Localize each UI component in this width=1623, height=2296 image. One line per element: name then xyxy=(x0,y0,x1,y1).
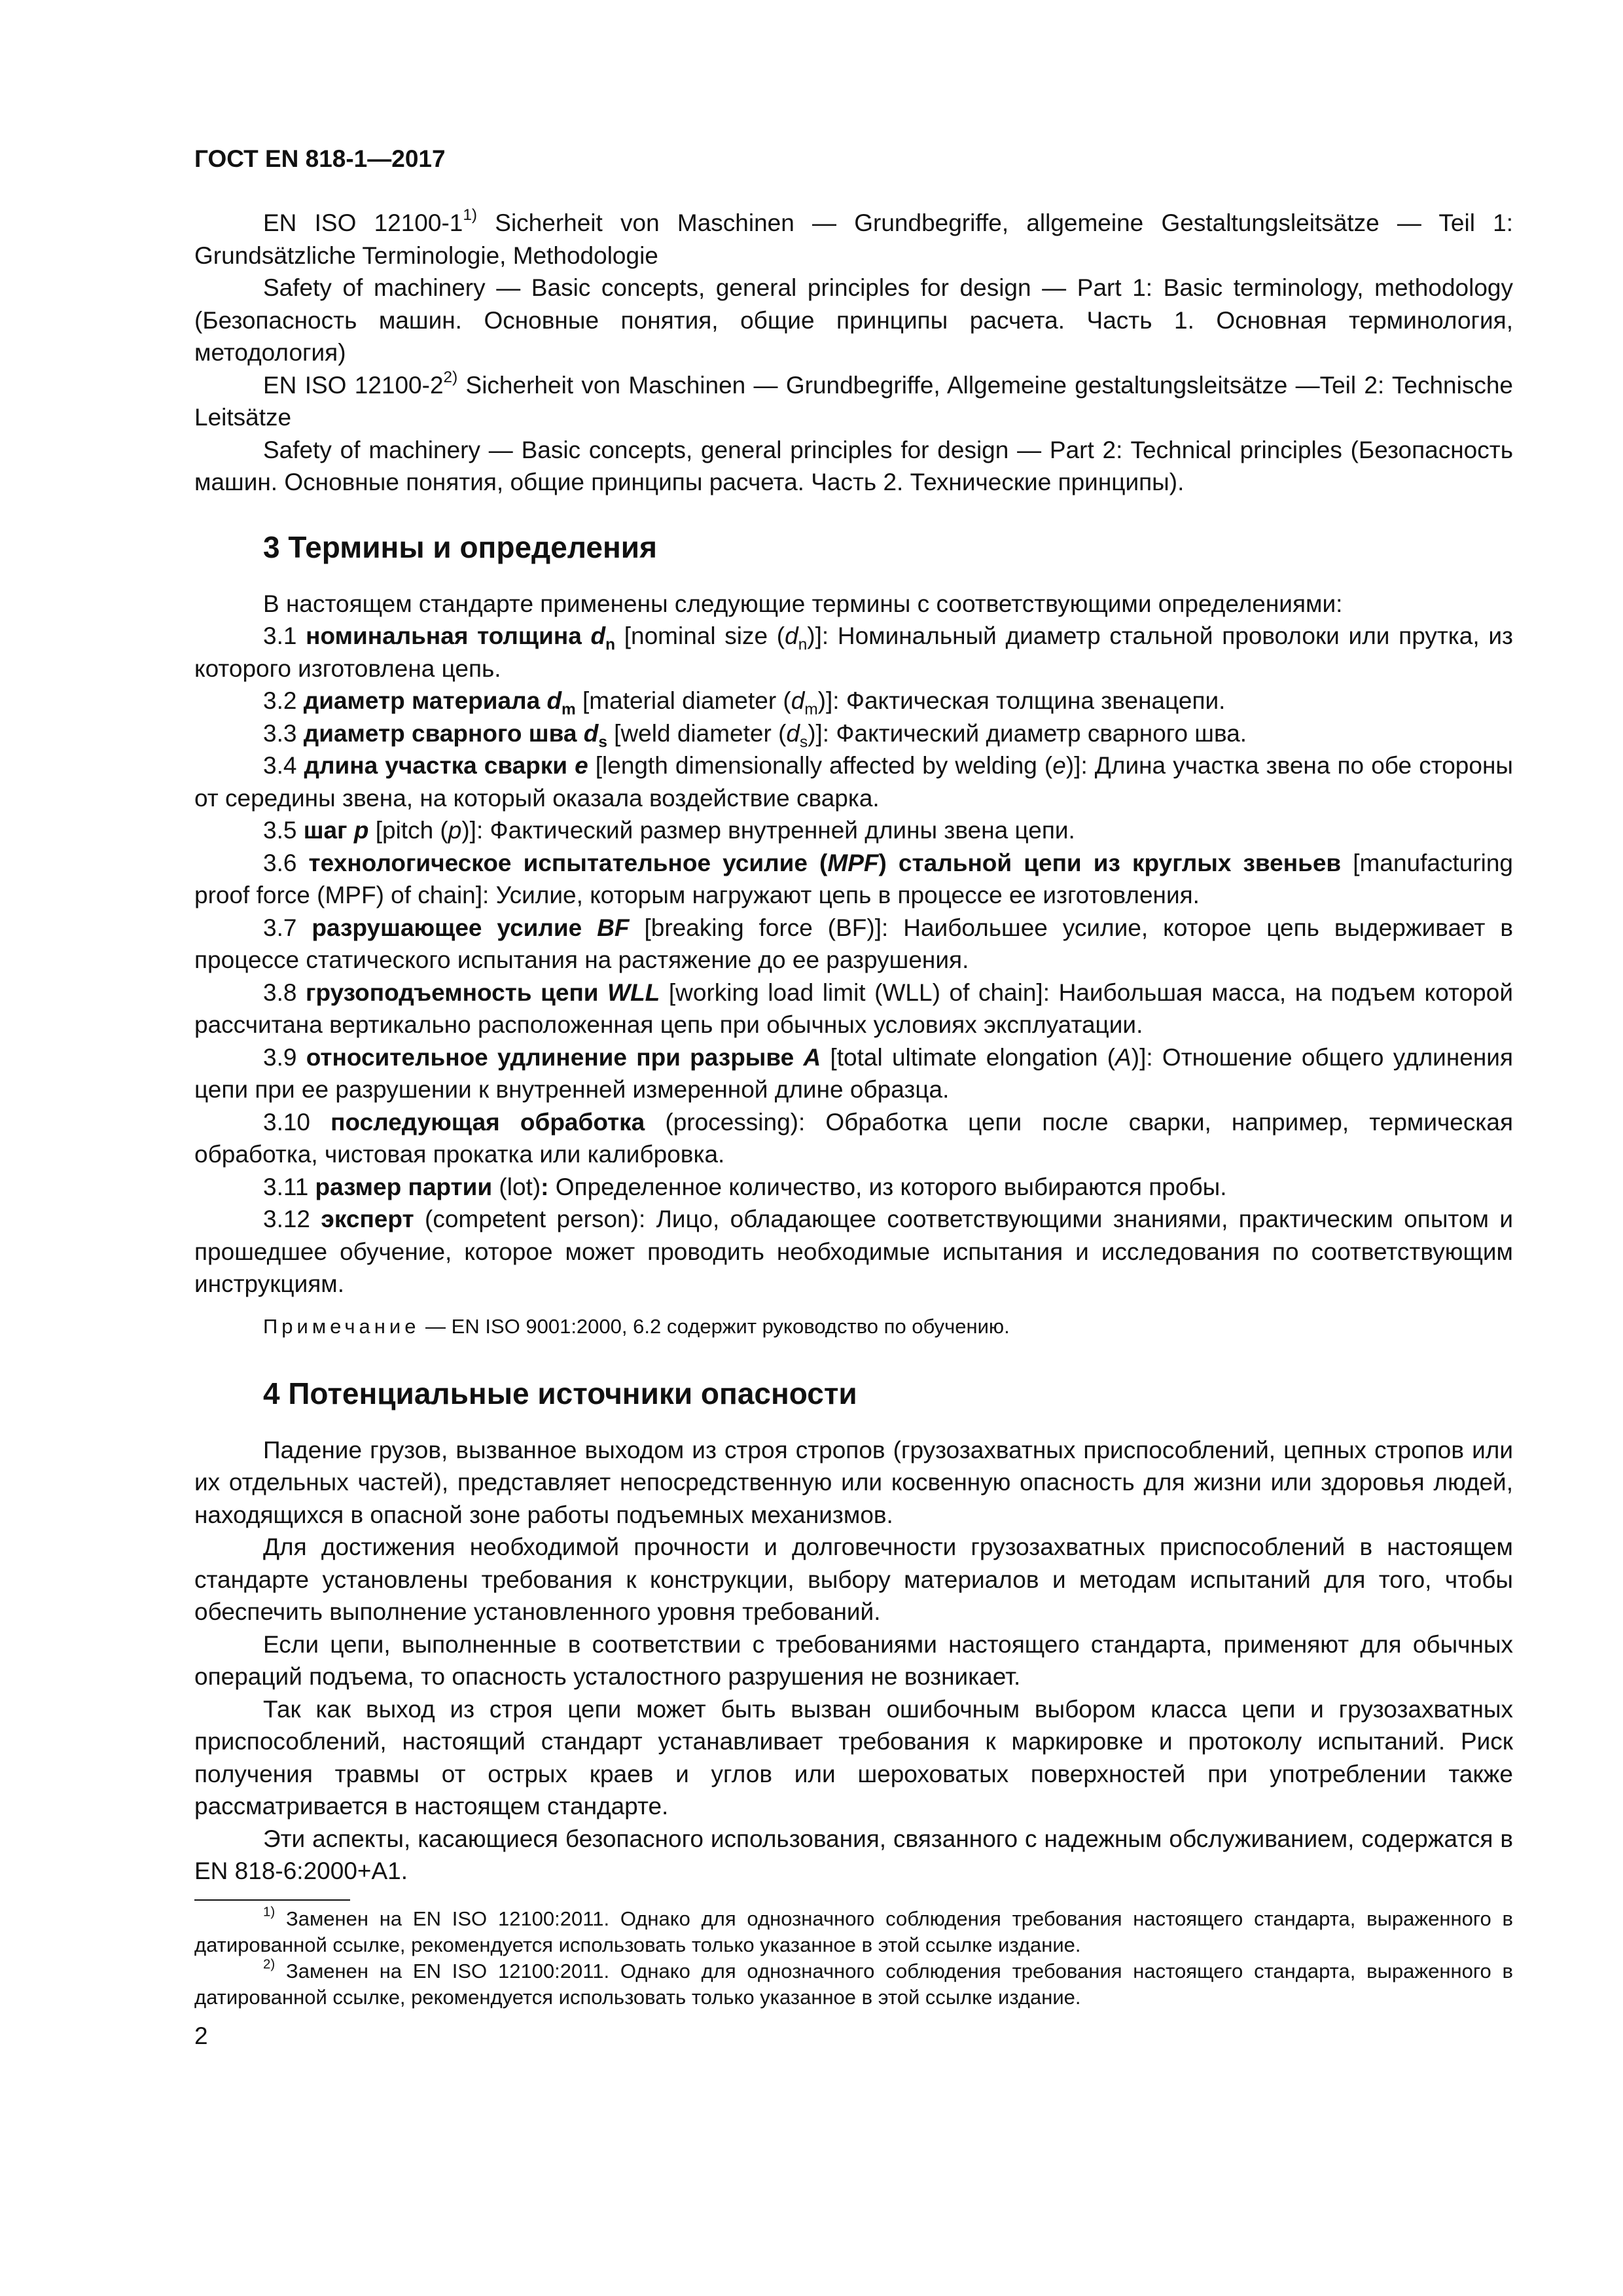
footnote-2: $^{2)}$ Заменен на EN ISO 12100:2011. Однако для однозначного соблюдения требования настоящего стандарта, выраженного в датированной ссылке, рекомендуется использовать только указанное в этой ссылке издание. xyxy=(194,1956,1513,2009)
term-3-11: 3.11 размер партии (lot): Определенное количество, из которого выбираются пробы. xyxy=(263,1173,1227,1200)
term-3-8: 3.8 грузоподъемность цепи WLL [working load limit (WLL) of chain]: Наибольшая масса, на подъем которой рассчитана вертикально расположенная цепь при обычных условиях эксплуатации. xyxy=(194,978,1513,1038)
footnote-separator xyxy=(194,1899,350,1901)
section-3-intro: В настоящем стандарте применены следующие термины с соответствующими определениями: xyxy=(263,590,1343,617)
term-3-5: 3.5 шаг p [pitch (p)]: Фактический размер внутренней длины звена цепи. xyxy=(263,817,1075,844)
section-3-note: Примечание — EN ISO 9001:2000, 6.2 содержит руководство по обучению. xyxy=(263,1314,1010,1338)
footnote-ref-2[interactable]: 2) xyxy=(443,368,458,386)
term-3-6: 3.6 технологическое испытательное усилие (MPF) стальной цепи из круглых звеньев [manufacturing proof force (MPF) of chain]: Усилие, которым нагружают цепь в процессе ее изготовления. xyxy=(194,849,1514,908)
section-4-paragraph: Для достижения необходимой прочности и долговечности грузозахватных приспособлений в настоящем стандарте установлены требования к конструкции, выбору материалов и методам испытаний для того, чтобы обеспечить выполнение установленного уровня требований. xyxy=(194,1534,1513,1625)
reference-2-de: EN ISO 12100-2$^{2)}$ Sicherheit von Maschinen — Grundbegriffe, Allgemeine gestaltungsleitsätze —Teil 2: Technische Leitsätze xyxy=(194,368,1514,431)
term-3-2: 3.2 диаметр материала $d_m$ [material diameter $(d_m)$]: Фактическая толщина звенацепи. xyxy=(263,687,1226,719)
section-4-paragraph: Эти аспекты, касающиеся безопасного использования, связанного с надежным обслуживанием, содержатся в EN 818-6:2000+A1. xyxy=(194,1825,1513,1884)
reference-1-de: EN ISO 12100-1$^{1)}$ Sicherheit von Maschinen — Grundbegriffe, allgemeine Gestaltungsleitsätze — Teil 1: Grundsätzliche Terminologie, Methodologie xyxy=(194,206,1514,269)
section-4-paragraph: Если цепи, выполненные в соответствии с требованиями настоящего стандарта, применяют для обычных операций подъема, то опасность усталостного разрушения не возникает. xyxy=(194,1630,1513,1690)
reference-1-en: Safety of machinery — Basic concepts, general principles for design — Part 1: Basic terminology, methodology (Безопасность машин. Основные понятия, общие принципы расчета. Часть 1. Основная терминология, методология) xyxy=(194,274,1513,366)
page-number: 2 xyxy=(194,2022,208,2049)
footnote-1: $^{1)}$ Заменен на EN ISO 12100:2011. Однако для однозначного соблюдения требования настоящего стандарта, выраженного в датированной ссылке, рекомендуется использовать только указанное в этой ссылке издание. xyxy=(194,1904,1513,1956)
term-3-10: 3.10 последующая обработка (processing): Обработка цепи после сварки, например, термическая обработка, чистовая прокатка или калибровка. xyxy=(194,1108,1513,1168)
term-3-3: 3.3 диаметр сварного шва $d_s$ [weld diameter $(d_s)$]: Фактический диаметр сварного шва. xyxy=(263,719,1247,751)
section-4-paragraph: Падение грузов, вызванное выходом из строя стропов (грузозахватных приспособлений, цепных стропов или их отдельных частей), представляет непосредственную или косвенную опасность для жизни или здоровья людей, находящихся в опасной зоне работы подъемных механизмов. xyxy=(194,1436,1513,1528)
term-3-4: 3.4 длина участка сварки e [length dimensionally affected by welding (e)]: Длина участка звена по обе стороны от середины звена, на который оказала воздействие сварка. xyxy=(194,752,1513,812)
footnote-ref-1[interactable]: 1) xyxy=(463,206,478,224)
term-3-12: 3.12 эксперт (competent person): Лицо, обладающее соответствующими знаниями, практическим опытом и прошедшее обучение, которое может проводить необходимые испытания и исследования по соответствующим инструкциям. xyxy=(194,1206,1514,1297)
section-4-heading: 4 Потенциальные источники опасности xyxy=(263,1376,857,1410)
term-3-1: 3.1 номинальная толщина $d_n$ [nominal size $(d_n)$]: Номинальный диаметр стальной проволоки или прутка, из которого изготовлена цепь. xyxy=(194,622,1513,682)
section-4-paragraph: Так как выход из строя цепи может быть вызван ошибочным выбором класса цепи и грузозахватных приспособлений, настоящий стандарт устанавливает требования к маркировке и протоколу испытаний. Риск получения травмы от острых краев и углов или шероховатых поверхностей при употреблении также рассматривается в настоящем стандарте. xyxy=(194,1695,1513,1820)
reference-2-en: Safety of machinery — Basic concepts, general principles for design — Part 2: Technical principles (Безопасность машин. Основные понятия, общие принципы расчета. Часть 2. Технические принципы). xyxy=(194,436,1513,495)
running-header: ГОСТ EN 818-1—2017 xyxy=(194,145,446,172)
term-3-7: 3.7 разрушающее усилие BF [breaking force (BF)]: Наибольшее усилие, которое цепь выдерживает в процессе статического испытания на растяжение до ее разрушения. xyxy=(194,914,1514,973)
term-3-9: 3.9 относительное удлинение при разрыве A [total ultimate elongation (A)]: Отношение общего удлинения цепи при ее разрушении к внутренней измеренной длине образца. xyxy=(194,1043,1513,1103)
section-3-heading: 3 Термины и определения xyxy=(263,529,657,564)
document-page xyxy=(194,145,1513,2050)
